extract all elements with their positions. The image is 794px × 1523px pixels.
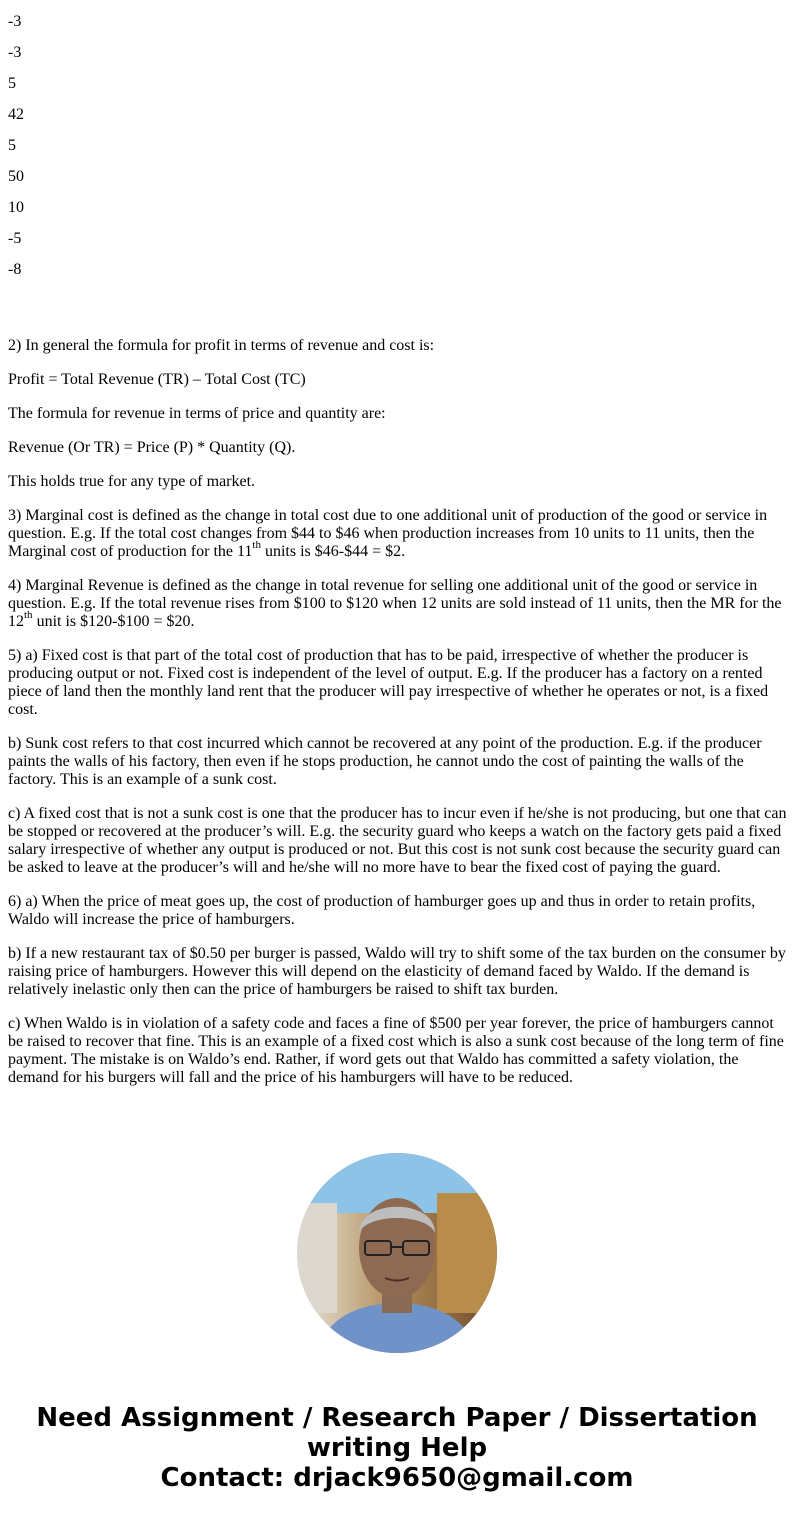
promo-line: Need Assignment / Research Paper / Dissertation: [36, 1403, 758, 1433]
paragraph-marginal-cost: 3) Marginal cost is defined as the change in total cost due to one additional unit of production of the good or service in question. E.g. If the total cost changes from $44 to $46 when production increases from 10 units to 11 units, then the Marginal cost of production for the 11th units is $46-$44 = $2.: [8, 507, 768, 560]
number-line: 5: [8, 137, 16, 154]
number-line: -5: [8, 230, 22, 247]
document-body: [8, 0, 788, 1122]
paragraph-revenue-formula-intro: The formula for revenue in terms of price and quantity are:: [8, 405, 386, 422]
paragraph-fixed-not-sunk: c) A fixed cost that is not a sunk cost is one that the producer has to incur even if he/she is not producing, but one that can be stopped or recovered at the producer’s will. E.g. the security guard who keeps a watch on the factory gets paid a fixed salary irrespective of whether any output is produced or not. But this cost is not sunk cost because the security guard can be asked to leave at the producer’s will and he/she will no more have to bear the fixed cost of paying the guard.: [8, 805, 787, 876]
number-line: 5: [8, 75, 16, 92]
portrait-illustration: [297, 1153, 497, 1353]
paragraph-profit-formula: Profit = Total Revenue (TR) – Total Cost (TC): [8, 371, 306, 388]
paragraph-market-note: This holds true for any type of market.: [8, 473, 256, 490]
paragraph-safety-fine: c) When Waldo is in violation of a safety code and faces a fine of $500 per year forever, the price of hamburgers cannot be raised to recover that fine. This is an example of a fixed cost which is also a sunk cost because of the long term of fine payment. The mistake is on Waldo’s end. Rather, if word gets out that Waldo has committed a safety violation, the demand for his burgers will fall and the price of his hamburgers will have to be reduced.: [8, 1015, 784, 1086]
number-line: -3: [8, 13, 22, 30]
paragraph-sunk-cost: b) Sunk cost refers to that cost incurred which cannot be recovered at any point of the production. E.g. if the producer paints the walls of his factory, then even if he stops production, he cannot undo the cost of painting the walls of the factory. This is an example of a sunk cost.: [8, 735, 762, 788]
paragraph-revenue-formula: Revenue (Or TR) = Price (P) * Quantity (Q).: [8, 439, 296, 456]
paragraph-fixed-cost: 5) a) Fixed cost is that part of the total cost of production that has to be paid, irrespective of whether the producer is producing output or not. Fixed cost is independent of the level of output. E.g. If the producer has a factory on a rented piece of land then the monthly land rent that the producer will pay irrespective of whether he operates or not, is a fixed cost.: [8, 647, 769, 718]
paragraph-profit-formula-intro: 2) In general the formula for profit in terms of revenue and cost is:: [8, 337, 435, 354]
number-line: 10: [8, 199, 24, 216]
avatar: [297, 1153, 497, 1353]
number-line: 50: [8, 168, 24, 185]
number-line: 42: [8, 106, 24, 123]
paragraph-marginal-revenue: 4) Marginal Revenue is defined as the change in total revenue for selling one additional unit of the good or service in question. E.g. If the total revenue rises from $100 to $120 when 12 units are sold instead of 11 units, then the MR for the 12th unit is $120-$100 = $20.: [8, 577, 782, 630]
promo-banner: [0, 1403, 794, 1493]
paragraph-restaurant-tax: b) If a new restaurant tax of $0.50 per burger is passed, Waldo will try to shift some of the tax burden on the consumer by raising price of hamburgers. However this will depend on the elasticity of demand faced by Waldo. If the demand is relatively inelastic only then can the price of hamburgers be raised to shift tax burden.: [8, 945, 786, 998]
number-line: -3: [8, 44, 22, 61]
promo-contact: Contact: drjack9650@gmail.com: [160, 1463, 634, 1493]
promo-line: writing Help: [306, 1433, 488, 1463]
paragraph-meat-price: 6) a) When the price of meat goes up, the cost of production of hamburger goes up and thus in order to retain profits, Waldo will increase the price of hamburgers.: [8, 893, 756, 928]
number-line: -8: [8, 261, 22, 278]
spacer: [8, 279, 788, 308]
